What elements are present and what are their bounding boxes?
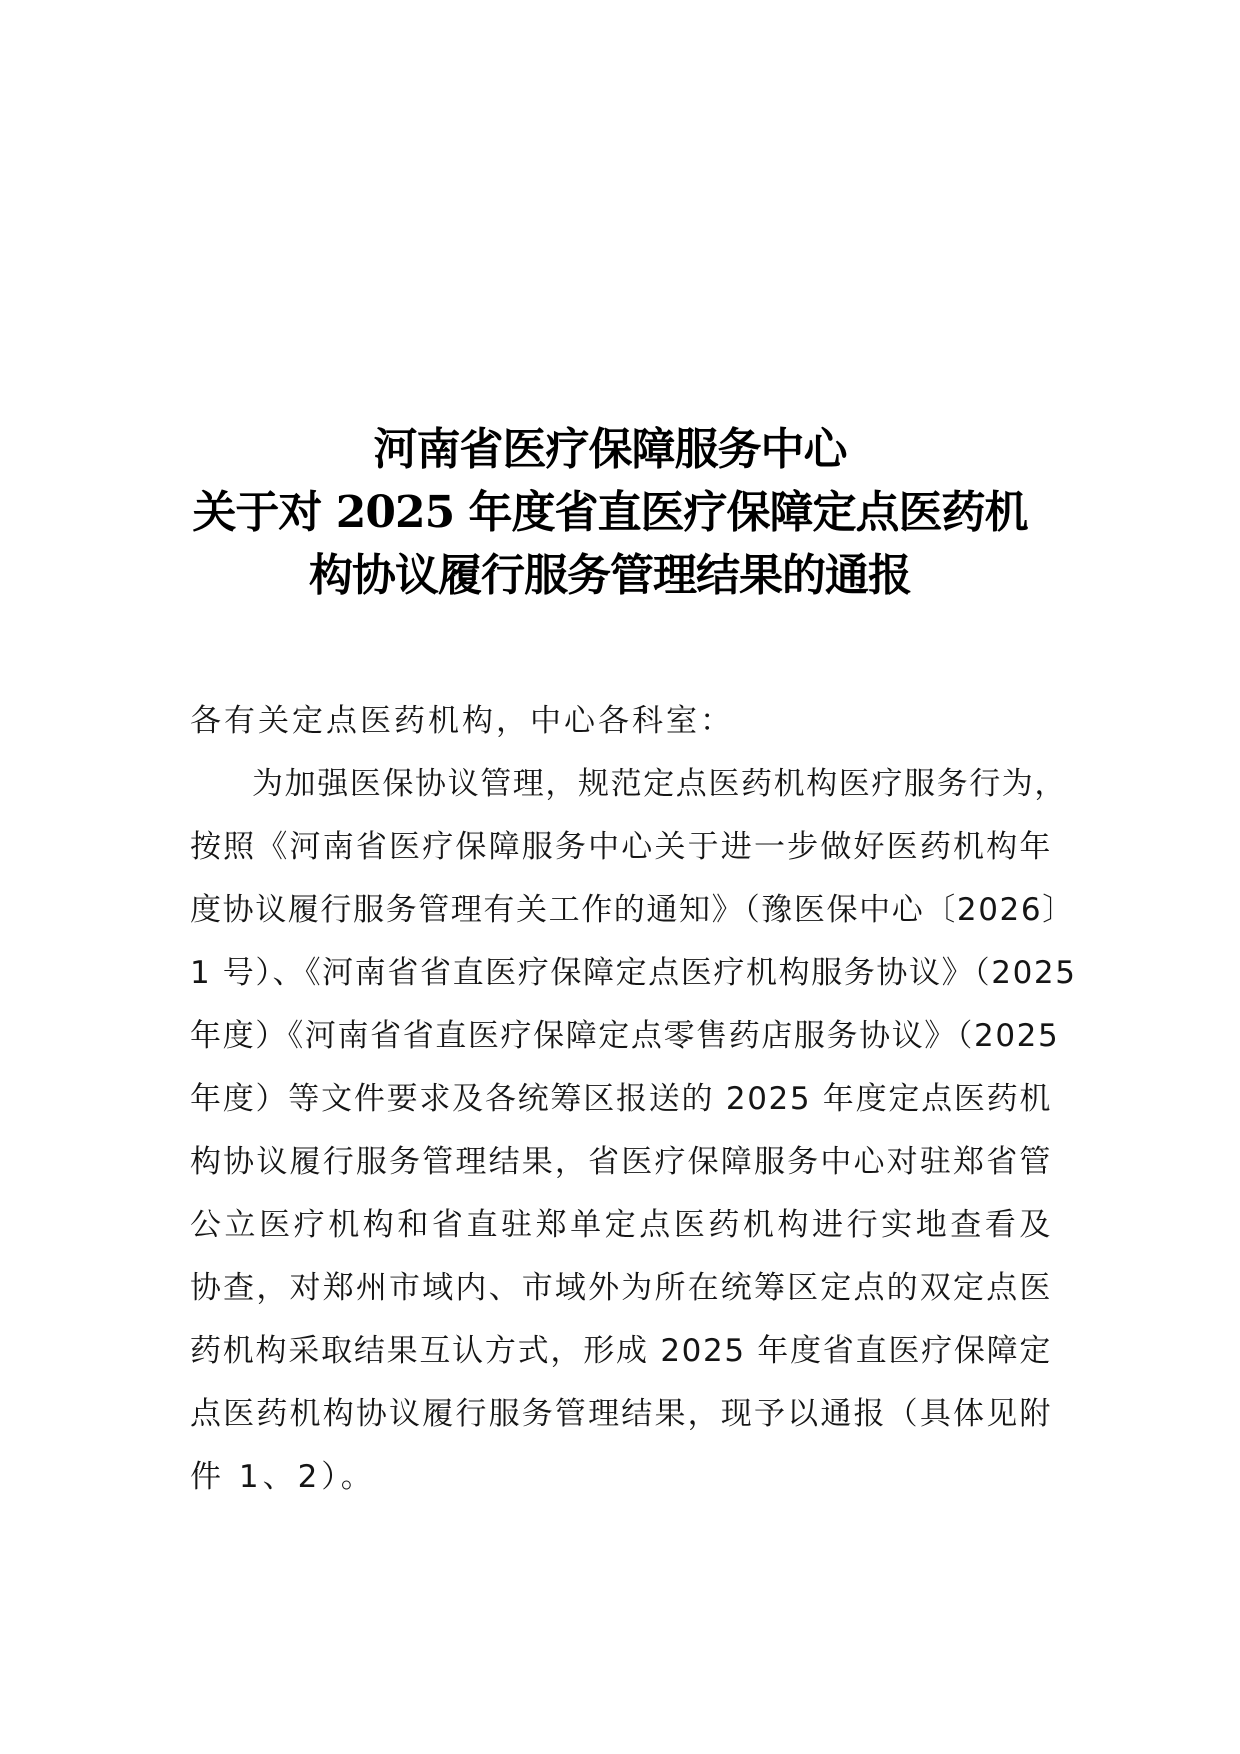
paragraph-line: 年度）《河南省省直医疗保障定点零售药店服务协议》（2025 xyxy=(190,1018,1060,1054)
paragraph-line: 年度）等文件要求及各统筹区报送的 2025 年度定点医药机 xyxy=(190,1081,1052,1117)
title-line-2: 关于对 2025 年度省直医疗保障定点医药机 xyxy=(192,487,1028,538)
paragraph-line: 协查，对郑州市域内、市域外为所在统筹区定点的双定点医 xyxy=(190,1270,1052,1306)
paragraph-line: 药机构采取结果互认方式，形成 2025 年度省直医疗保障定 xyxy=(190,1333,1052,1369)
paragraph-line: 点医药机构协议履行服务管理结果，现予以通报（具体见附 xyxy=(190,1396,1052,1432)
paragraph-line: 公立医疗机构和省直驻郑单定点医药机构进行实地查看及 xyxy=(190,1207,1052,1243)
paragraph-line: 1 号）、《河南省省直医疗保障定点医疗机构服务协议》（2025 xyxy=(190,955,1077,991)
paragraph-line: 按照《河南省医疗保障服务中心关于进一步做好医药机构年 xyxy=(190,829,1052,865)
paragraph-line: 度协议履行服务管理有关工作的通知》（豫医保中心〔2026〕 xyxy=(190,892,1075,928)
title-line-1: 河南省医疗保障服务中心 xyxy=(373,424,847,475)
paragraph-line: 为加强医保协议管理，规范定点医药机构医疗服务行为， xyxy=(252,766,1067,802)
salutation: 各有关定点医药机构，中心各科室： xyxy=(190,703,734,739)
document-title xyxy=(150,418,1070,607)
paragraph-line: 构协议履行服务管理结果，省医疗保障服务中心对驻郑省管 xyxy=(190,1144,1052,1180)
paragraph-line: 件 1、2）。 xyxy=(190,1459,376,1495)
title-line-3: 构协议履行服务管理结果的通报 xyxy=(309,550,911,601)
document-body xyxy=(190,690,1077,1509)
